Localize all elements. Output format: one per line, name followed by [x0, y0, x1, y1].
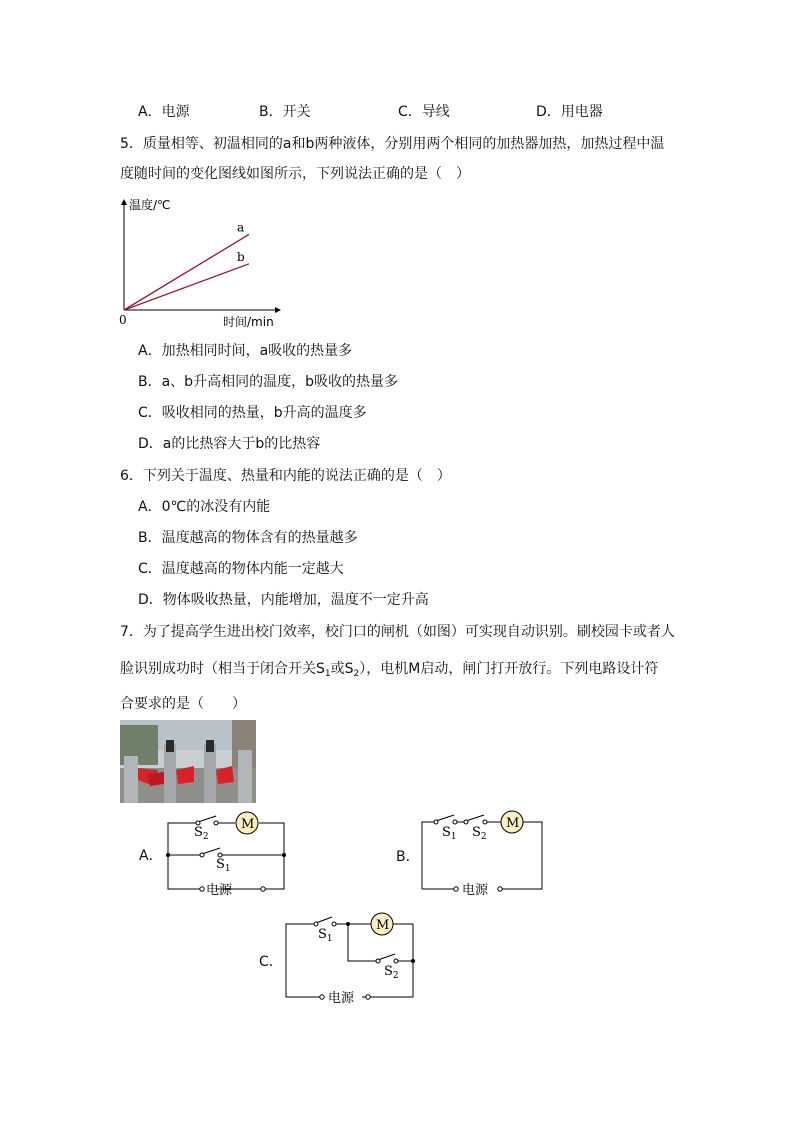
q5-option-a: A．加热相同时间，a吸收的热量多	[138, 343, 353, 359]
q4-option-d: D．用电器	[536, 104, 603, 120]
svg-text:S1	[216, 857, 231, 874]
temperature-time-chart	[115, 195, 285, 330]
q7-stem-line1: 7．为了提高学生进出校门效率，校门口的闸机（如图）可实现自动识别。刷校园卡或者人	[120, 624, 675, 640]
turnstile-photo	[120, 720, 256, 803]
circuit-b-s1-sub: 1	[450, 832, 457, 842]
circuit-b-s1: S	[442, 825, 451, 840]
svg-text:S2	[384, 964, 399, 981]
circuit-c-s1: S	[318, 927, 327, 942]
q6-stem: 6．下列关于温度、热量和内能的说法正确的是（ ）	[120, 468, 451, 484]
series-b-label: b	[237, 249, 245, 264]
circuit-a-motor: M	[241, 817, 255, 832]
circuit-b-motor: M	[506, 816, 520, 831]
q5-option-c: C．吸收相同的热量，b升高的温度多	[138, 405, 367, 421]
circuit-a-s-top: S	[194, 825, 203, 840]
q6-option-c: C．温度越高的物体内能一定越大	[138, 561, 344, 577]
circuit-a-power: 电源	[206, 883, 233, 898]
circuit-c-label: C．	[259, 954, 283, 970]
y-axis-label: 温度/℃	[129, 198, 171, 212]
circuit-c-s2-sub: 2	[392, 971, 399, 981]
q5-option-d: D．a的比热容大于b的比热容	[138, 436, 321, 452]
circuit-a-diagram	[160, 810, 295, 900]
circuit-b-s2-sub: 2	[480, 832, 487, 842]
origin-label: 0	[119, 313, 127, 327]
circuit-a-s-top-sub: 2	[202, 832, 209, 842]
series-b-line	[124, 264, 249, 310]
circuit-c-motor: M	[376, 918, 390, 933]
series-a-label: a	[237, 220, 245, 235]
q5-stem-line2: 度随时间的变化图线如图所示，下列说法正确的是（ ）	[120, 166, 470, 182]
svg-text:S1	[318, 927, 333, 944]
circuit-c-power: 电源	[328, 991, 355, 1006]
q6-option-d: D．物体吸收热量，内能增加，温度不一定升高	[138, 592, 429, 608]
svg-text:S2	[194, 825, 209, 842]
x-axis-label: 时间/min	[223, 315, 274, 329]
q4-option-c: C．导线	[398, 104, 450, 120]
circuit-c-diagram	[280, 910, 420, 1010]
q4-option-a: A．电源	[138, 104, 190, 120]
circuit-b-power: 电源	[462, 883, 489, 898]
circuit-a-s-bottom: S	[216, 857, 225, 872]
q7-stem-line2: 脸识别成功时（相当于闭合开关$S_1$或$S_2$），电机M启动，闸门打开放行。下列电路设计符	[120, 661, 659, 679]
q6-option-b: B．温度越高的物体含有的热量越多	[138, 530, 358, 546]
q5-stem-line1: 5．质量相等、初温相同的a和b两种液体，分别用两个相同的加热器加热，加热过程中温	[120, 136, 665, 152]
circuit-c-s2: S	[384, 964, 393, 979]
svg-text:S1	[442, 825, 457, 842]
q6-option-a: A．0℃的冰没有内能	[138, 499, 271, 515]
circuit-a-s-bottom-sub: 1	[224, 864, 231, 874]
circuit-c-s1-sub: 1	[326, 934, 333, 944]
q5-option-b: B．a、b升高相同的温度，b吸收的热量多	[138, 374, 398, 390]
q4-option-b: B．开关	[259, 104, 311, 120]
series-a-line	[124, 234, 249, 310]
circuit-b-diagram	[414, 808, 549, 898]
circuit-a-label: A．	[139, 848, 163, 864]
svg-text:S2	[472, 825, 487, 842]
circuit-b-s2: S	[472, 825, 481, 840]
circuit-b-label: B．	[396, 849, 420, 865]
q7-stem-line3: 合要求的是（ ）	[120, 696, 246, 712]
